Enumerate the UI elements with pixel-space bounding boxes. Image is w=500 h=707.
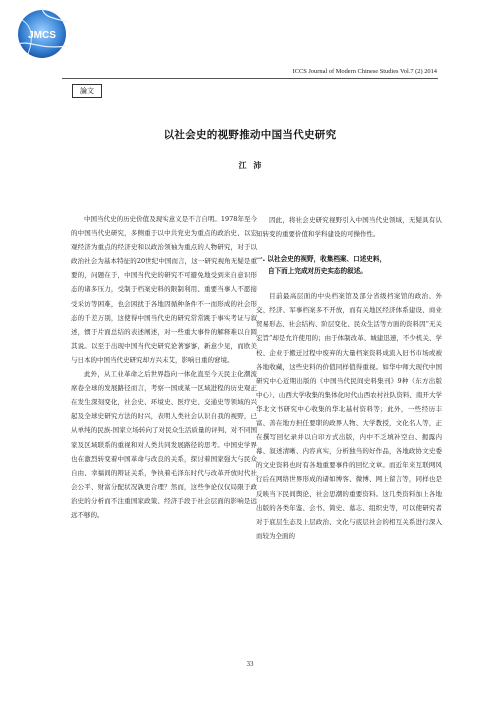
paragraph: 目前最高层面的中央档案馆及部分省级档案馆的政治、外交、经济、军事档案多不开放，而有关地区经济体系建设、商业贸易形态、社会结构、阶层变化、民众生活等方面的资料因“无关宏旨”却是允许使用的；由于体制改革、城建迅速，不少机关、学校、企业于搬迁过程中废弃的大量档案资料成流入旧书市场或被各地收藏，这些史料的价值同样值得重视。如华中师大现代中国研究中心近期出版的《中国当代民间史料集刊》9种（东方出版中心）、山西大学收集的集体化时代山西农村社队资料、南开大学华北文书研究中心收集的华北基村资料等；此外，一些经历丰富、善在地方担任要职的政界人物、大学教授，文化名人等，正在撰写回忆录并以自印方式出版，内中不乏填补空白、揭露内幕、叙述清晰、内容真实，分析独当的好作品，各地政协文史委的文史资料也时有各地重要事件的回忆文章。而近年来互联网风行后在网络世界形成的诸如博客、微博、网上留言等，同样也是反映当下民间舆论、社会思潮的重要资料。这几类资料加上各地出版的各类年鉴、会书、简史、墓志、组织史等，可以使研究者对于底层生态及上层政治、文化与底层社会的相互关系进行深入而较为全面的 [256, 292, 442, 540]
journal-header: ICCS Journal of Modern Chinese Studies Vol.7 (2) 2014 [292, 68, 437, 75]
article-author: 江 沛 [238, 161, 262, 170]
paragraph: 此外，从工业革命之后世界趋向一体化直至今天民主化潮流席卷全球的发展路径而言，考察一国或某一区域进程的历史观正在发生深刻变化，社会史、环境史、医疗史、交通史等领域的兴起及全球史研究方法的时兴，表明人类社会认识自我的视野，已从单纯的民族-国家立场转向了对民众生活质量的评判、对不同国家及区域联系的重视和对人类共同发展路径的思考。中国史学界也在激烈转变着中国革命与改良的关系，探讨着国家强大与民众自由、幸福间的辩证关系，争执着毛泽东时代与改革开放时代社会公平、财富分配状况孰更合理？然而，这些争论仅仅局限于政治史的分析而不注重国家政策、经济手段于社会层面的影响是远远不够的。 [71, 370, 257, 519]
paragraph: 因此，将社会史研究视野引入中国当代史领域，无疑具有认知转变的重要价值和学科建设的可操作性。 [256, 216, 442, 239]
section-tag: 論文 [72, 84, 102, 98]
section-heading-line: 一. 以社会史的视野，收集档案、口述史料， [256, 255, 387, 264]
page-number: 33 [246, 660, 254, 668]
logo-text: JMCS [28, 30, 56, 41]
section-heading-line: 自下而上完成对历史实态的叙述。 [268, 267, 367, 276]
article-title: 以社会史的视野推动中国当代史研究 [163, 129, 337, 141]
paragraph: 中国当代史的历史价值及现实意义是不言自明。1978年至今的中国当代史研究，多侧重于以中共党史为重点的政治史、以宏观经济为重点的经济史和以政治领袖为重点的人物研究，对于以政治社会为基本特征的20世纪中国而言，这一研究视角无疑是重要的，问题在于，中国当代史的研究不可避免地受到来自意识形态的诸多压力，受制于档案史料的限制利用、重要当事人不愿接受采访等困难，也会困扰于各地因循种条件不一而形成的社会形态的千差万别，这使得中国当代史的研究常常跳于事实考证与叙述，惯于片面总结的表述阐述，对一些重大事件的解释难以自圆其说。以至于出现中国当代史研究论著寥寥，新意少见，而欧美与日本的中国当代史研究却方兴未艾，影响日重的窘境。 [71, 215, 257, 364]
section-heading [256, 253, 442, 277]
journal-logo [10, 4, 74, 68]
header-divider [62, 78, 438, 79]
right-column [256, 213, 442, 543]
left-column [71, 212, 257, 522]
